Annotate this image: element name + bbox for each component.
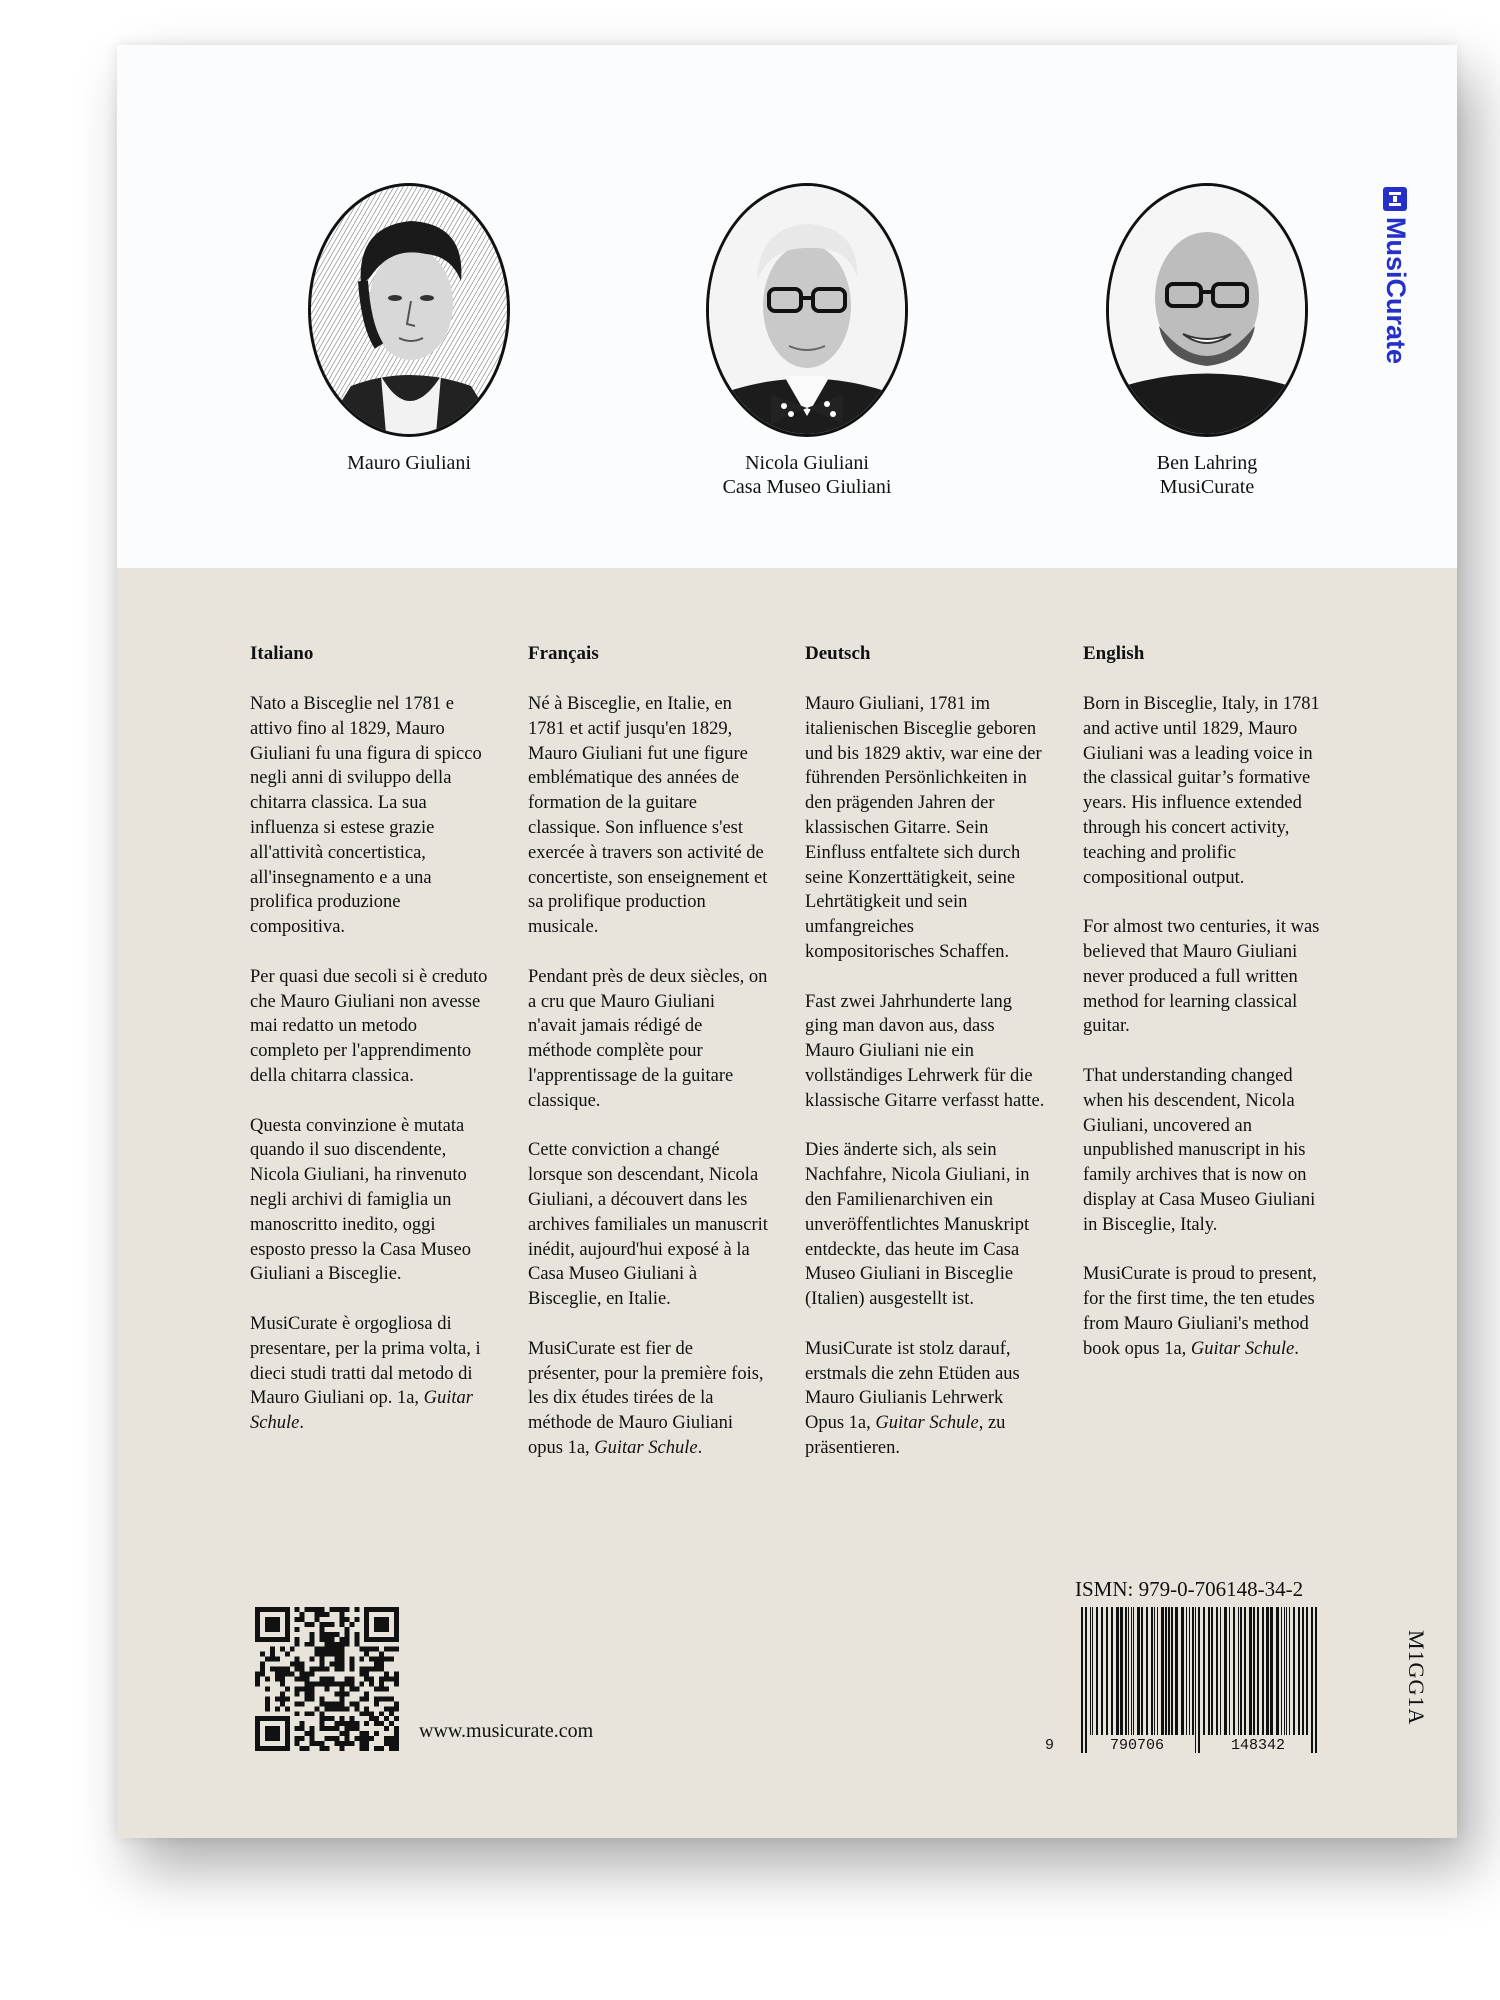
- column-paragraph: Né à Bisceglie, en Italie, en 1781 et actif jusqu'en 1829, Mauro Giuliani fut une figure emblématique des années de formation de la guitare classique. Son influence s'est exercée à travers son activité de concertiste, son enseignement et sa prolifique production musicale.: [528, 694, 768, 938]
- column-heading: Deutsch: [805, 643, 871, 664]
- portrait-engraving-image: [308, 183, 510, 437]
- portrait-subtitle: Casa Museo Giuliani: [722, 476, 892, 498]
- column-paragraph: Born in Bisceglie, Italy, in 1781 and active until 1829, Mauro Giuliani was a leading voice in the classical guitar’s formative years. His influence extended through his concert activity, teaching and prolific compositional output.: [1083, 694, 1320, 888]
- column-heading: Italiano: [250, 643, 314, 664]
- portrait-subtitle: MusiCurate: [1159, 476, 1255, 498]
- portrait-photo-image: [1106, 183, 1308, 437]
- portrait-ben-lahring: [1077, 183, 1337, 499]
- isbn-label: ISMN: 979-0-706148-34-2: [1075, 1577, 1304, 1601]
- column-paragraph: That understanding changed when his descendent, Nicola Giuliani, uncovered an unpublished manuscript in his family archives that is now on display at Casa Museo Giuliani in Bisceglie, Italy.: [1083, 1065, 1316, 1235]
- portrait-photo-image: [706, 183, 908, 437]
- column-paragraph: Mauro Giuliani, 1781 im italienischen Bisceglie geboren und bis 1829 aktiv, war eine der führenden Persönlichkeiten in den prägenden Jahren der klassischen Gitarre. Sein Einfluss entfaltete sich durch seine Konzerttätigkeit, seine Lehrtätigkeit und sein umfangreiches kompositorisches Schaffen.: [805, 694, 1042, 962]
- product-code: M1GG1A: [1404, 1630, 1429, 1726]
- portrait-name: Ben Lahring: [1156, 452, 1258, 474]
- column-paragraph: Questa convinzione è mutata quando il suo discendente, Nicola Giuliani, ha rinvenuto negli archivi di famiglia un manoscritto inedito, oggi esposto presso la Casa Museo Giuliani a Bisceglie.: [250, 1115, 471, 1285]
- barcode-digit-lead: 9: [1045, 1737, 1055, 1754]
- portraits-section: [117, 45, 1457, 568]
- musicurate-logo-icon: [1384, 187, 1408, 211]
- column-paragraph: For almost two centuries, it was believed that Mauro Giuliani never produced a full written method for learning classical guitar.: [1083, 917, 1320, 1037]
- column-francais: [528, 642, 768, 1486]
- qr-code-icon: [255, 1607, 399, 1751]
- barcode-icon: [1075, 1607, 1321, 1753]
- column-paragraph: Cette conviction a changé lorsque son descendant, Nicola Giuliani, a découvert dans les archives familiales un manuscrit inédit, aujourd'hui exposé à la Casa Museo Giuliani à Bisceglie, en Italie.: [528, 1140, 768, 1310]
- column-closing-paragraph: MusiCurate is proud to present, for the first time, the ten etudes from Mauro Giuliani's method book opus 1a, Guitar Schule.: [1083, 1264, 1317, 1359]
- column-closing-paragraph: MusiCurate è orgogliosa di presentare, per la prima volta, i dieci studi tratti dal metodo di Mauro Giuliani op. 1a, Guitar Schule.: [250, 1313, 481, 1434]
- column-paragraph: Fast zwei Jahrhunderte lang ging man davon aus, dass Mauro Giuliani nie ein vollständiges Lehrwerk für die klassische Gitarre verfasst hatte.: [805, 991, 1045, 1111]
- column-paragraph: Nato a Bisceglie nel 1781 e attivo fino al 1829, Mauro Giuliani fu una figura di spicco negli anni di sviluppo della chitarra classica. La sua influenza si estese grazie all'attività concertistica, all'insegnamento e a una prolifica produzione compositiva.: [250, 694, 482, 938]
- portrait-name: Nicola Giuliani: [745, 452, 869, 474]
- brand-vertical-logo: [1381, 187, 1415, 387]
- book-back-cover: [117, 45, 1457, 1838]
- column-english: [1083, 642, 1323, 1386]
- column-paragraph: Pendant près de deux siècles, on a cru que Mauro Giuliani n'avait jamais rédigé de méthode complète pour l'apprentissage de la guitare classique.: [528, 966, 768, 1111]
- portrait-mauro-giuliani: [279, 183, 539, 475]
- barcode-digits-right: 148342: [1231, 1737, 1286, 1754]
- portrait-name: Mauro Giuliani: [347, 452, 471, 474]
- column-closing-paragraph: MusiCurate est fier de présenter, pour la première fois, les dix études tirées de la méthode de Mauro Giuliani opus 1a, Guitar Schule.: [528, 1338, 764, 1458]
- column-paragraph: Dies änderte sich, als sein Nachfahre, Nicola Giuliani, in den Familienarchiven ein unveröffentlichtes Manuskript entdeckte, das heute im Casa Museo Giuliani in Bisceglie (Italien) ausgestellt ist.: [805, 1140, 1030, 1310]
- column-heading: English: [1083, 643, 1145, 664]
- column-paragraph: Per quasi due secoli si è creduto che Mauro Giuliani non avesse mai redatto un metodo completo per l'apprendimento della chitarra classica.: [250, 966, 488, 1086]
- column-heading: Français: [528, 643, 599, 664]
- column-deutsch: [805, 642, 1045, 1486]
- brand-name: MusiCurate: [1381, 217, 1411, 365]
- barcode-digits-left: 790706: [1110, 1737, 1165, 1754]
- column-italiano: [250, 642, 490, 1461]
- column-closing-paragraph: MusiCurate ist stolz darauf, erstmals die zehn Etüden aus Mauro Giulianis Lehrwerk Opus 1a, Guitar Schule, zu präsentieren.: [805, 1338, 1020, 1458]
- portrait-nicola-giuliani: [677, 183, 937, 499]
- website-url: www.musicurate.com: [419, 1720, 594, 1742]
